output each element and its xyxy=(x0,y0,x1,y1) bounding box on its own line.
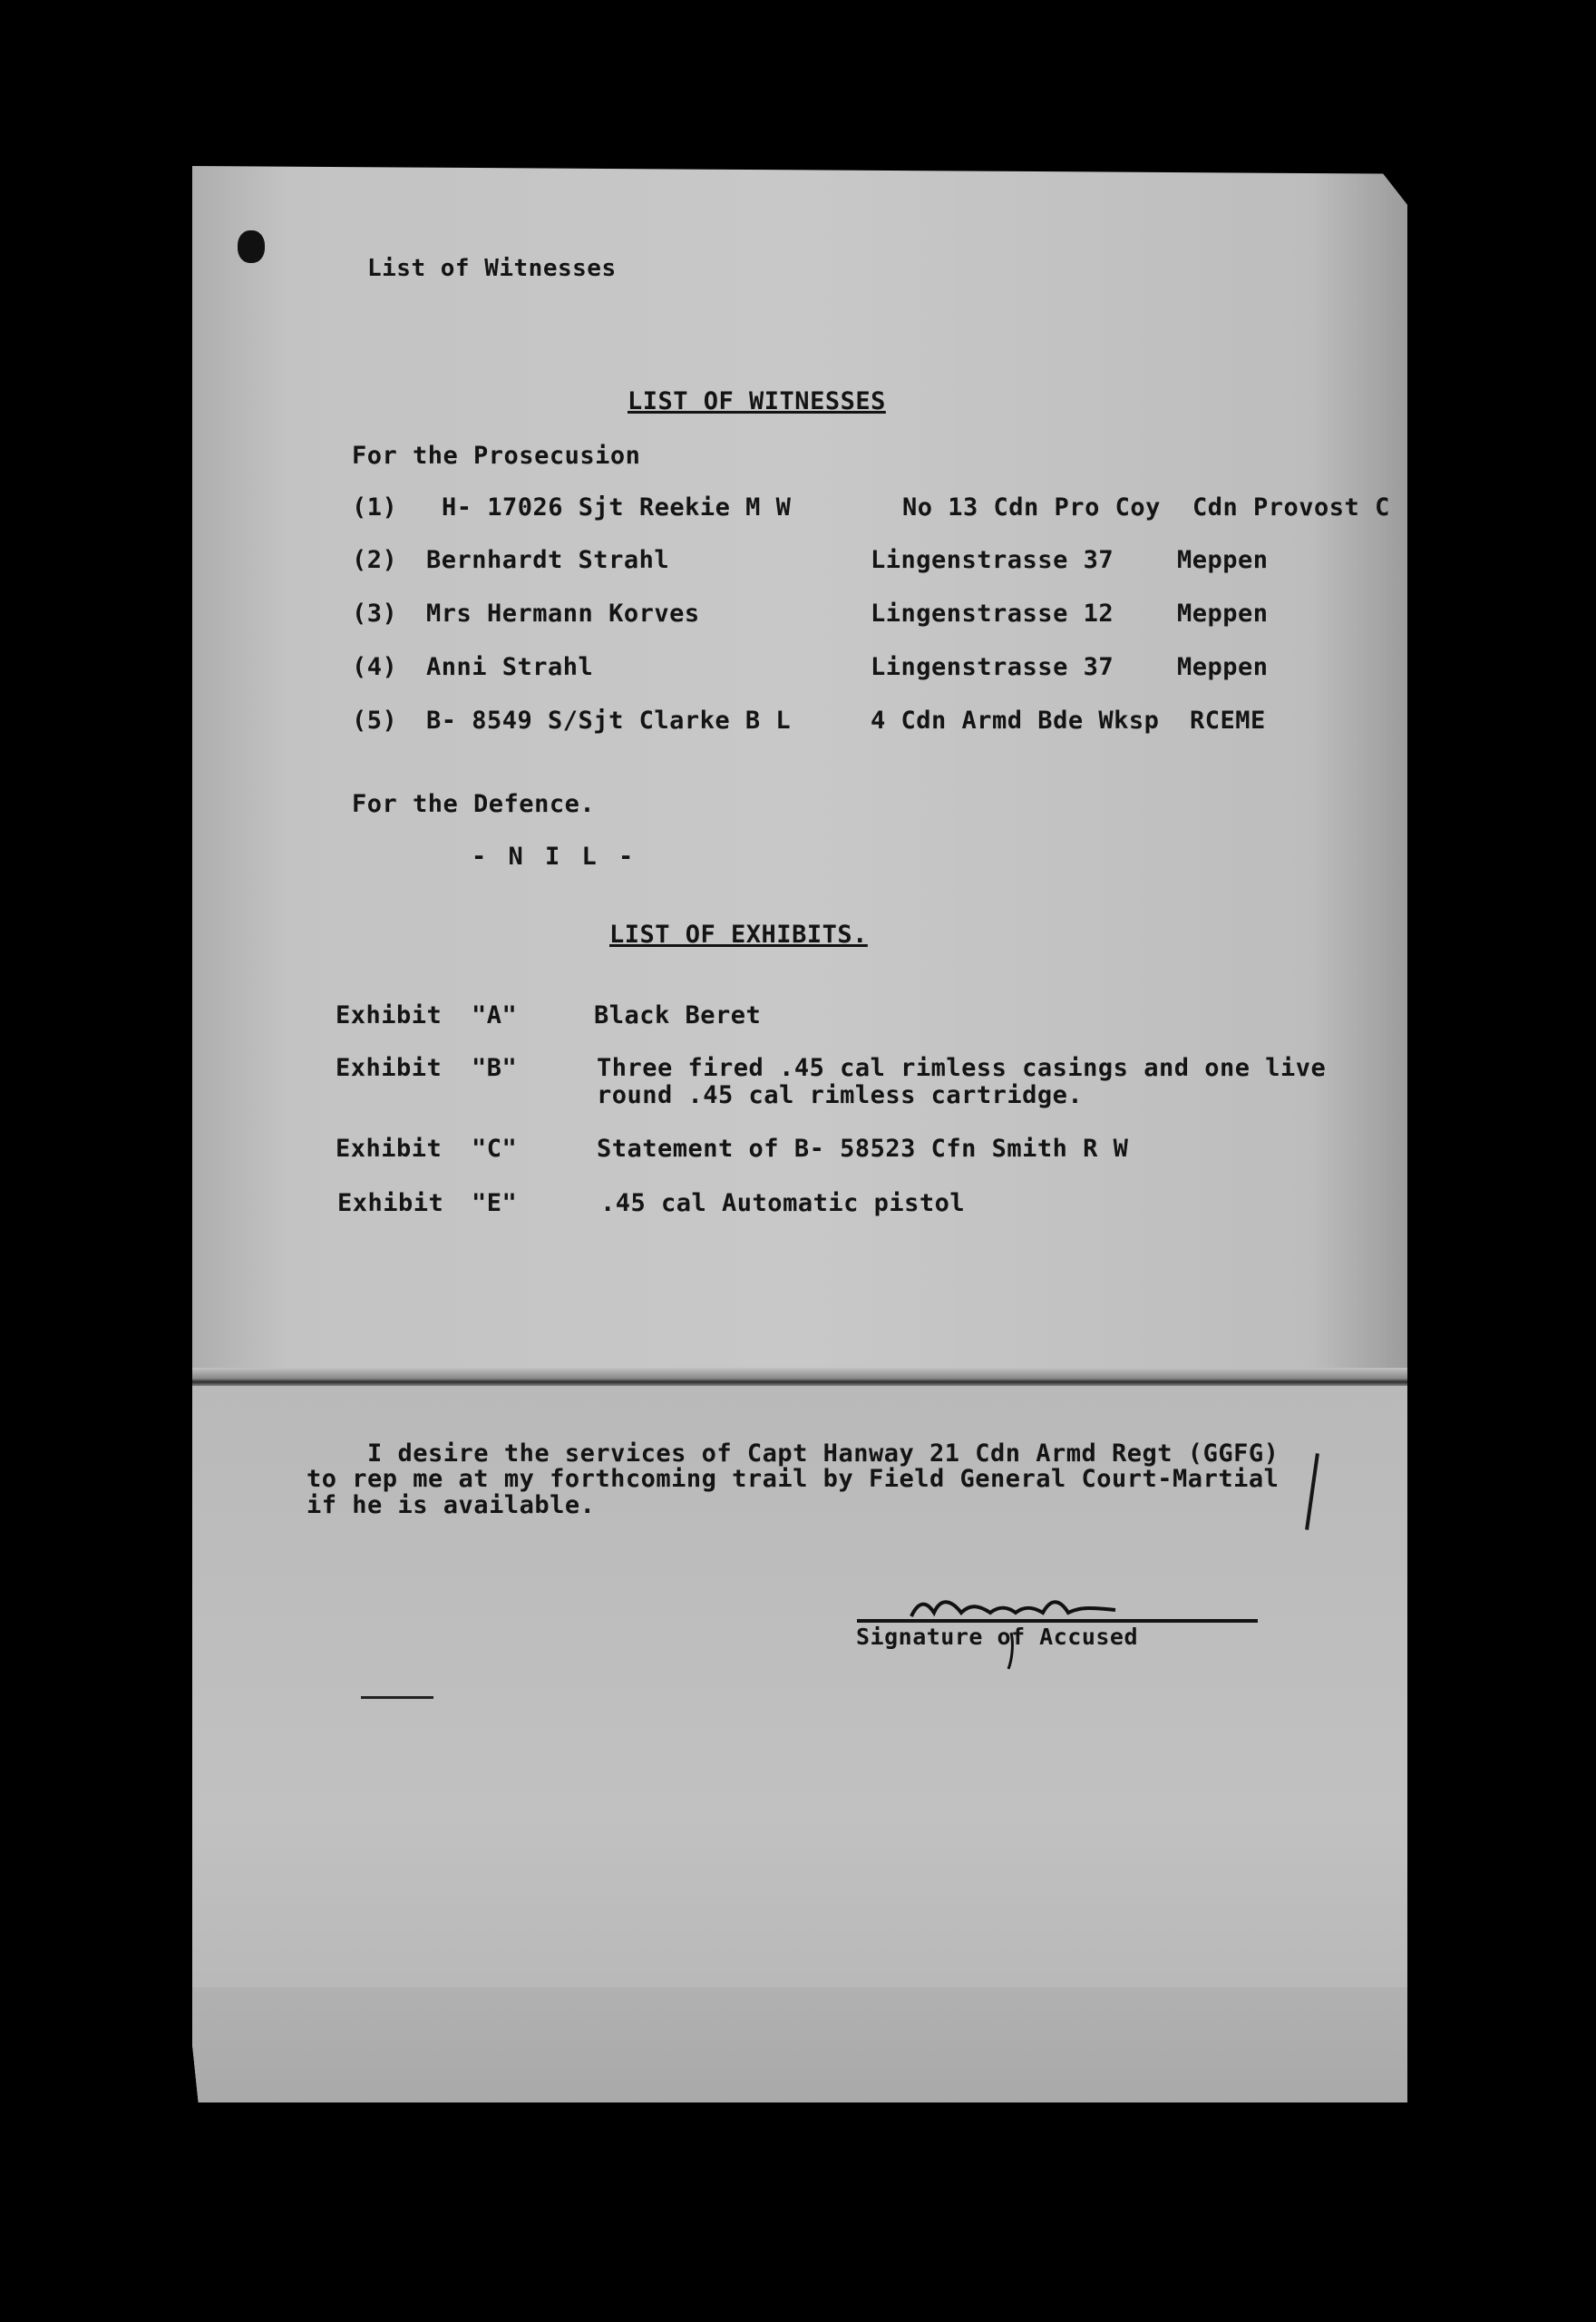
witness-2-name: Bernhardt Strahl xyxy=(426,546,670,574)
dash-mark xyxy=(361,1696,433,1699)
prosecution-label: For the Prosecusion xyxy=(352,442,641,470)
witness-4-name: Anni Strahl xyxy=(426,653,594,681)
witness-4-number: (4) xyxy=(352,653,398,681)
exhibit-b-description-line-2: round .45 cal rimless cartridge. xyxy=(597,1081,1084,1109)
exhibit-b-label: Exhibit xyxy=(336,1054,443,1082)
exhibit-b-letter: "B" xyxy=(472,1054,518,1082)
exhibit-e-letter: "E" xyxy=(472,1189,518,1217)
witness-4-town: Meppen xyxy=(1177,653,1269,681)
exhibit-e-label: Exhibit xyxy=(337,1189,444,1217)
exhibit-e-description: .45 cal Automatic pistol xyxy=(600,1189,966,1217)
witness-5-corps: RCEME xyxy=(1190,707,1266,735)
witness-4-address: Lingenstrasse 37 xyxy=(871,653,1114,681)
defence-label: For the Defence. xyxy=(352,790,596,818)
exhibit-a-label: Exhibit xyxy=(336,1001,443,1029)
exhibit-a-letter: "A" xyxy=(472,1001,518,1029)
witness-3-town: Meppen xyxy=(1177,600,1269,628)
witness-3-number: (3) xyxy=(352,600,398,628)
exhibit-list-title: LIST OF EXHIBITS. xyxy=(609,921,868,949)
witness-2-number: (2) xyxy=(352,546,398,574)
request-line-2: to rep me at my forthcoming trail by Field General Court-Martial xyxy=(307,1465,1280,1493)
witness-2-town: Meppen xyxy=(1177,546,1269,574)
witness-1-number: (1) xyxy=(352,493,398,522)
witness-1-name: H- 17026 Sjt Reekie M W xyxy=(442,493,792,522)
witness-3-address: Lingenstrasse 12 xyxy=(871,600,1114,628)
request-line-1: I desire the services of Capt Hanway 21 Cdn Armd Regt (GGFG) xyxy=(307,1439,1280,1468)
exhibit-c-label: Exhibit xyxy=(336,1135,443,1163)
witness-1-unit: No 13 Cdn Pro Coy xyxy=(902,493,1161,522)
exhibit-b-description-line-1: Three fired .45 cal rimless casings and one live xyxy=(597,1054,1327,1082)
signature-line xyxy=(857,1619,1258,1623)
witness-5-number: (5) xyxy=(352,707,398,735)
exhibit-a-description: Black Beret xyxy=(594,1001,762,1029)
witness-3-name: Mrs Hermann Korves xyxy=(426,600,700,628)
signature-caption: Signature of Accused xyxy=(856,1624,1139,1650)
witness-5-name: B- 8549 S/Sjt Clarke B L xyxy=(426,707,792,735)
header-label: List of Witnesses xyxy=(367,255,617,282)
witness-5-unit: 4 Cdn Armd Bde Wksp xyxy=(871,707,1160,735)
request-line-3: if he is available. xyxy=(307,1491,596,1519)
exhibit-c-letter: "C" xyxy=(472,1135,518,1163)
exhibit-c-description: Statement of B- 58523 Cfn Smith R W xyxy=(597,1135,1129,1163)
witness-1-corps: Cdn Provost C xyxy=(1192,493,1390,522)
witness-2-address: Lingenstrasse 37 xyxy=(871,546,1114,574)
witness-list-title: LIST OF WITNESSES xyxy=(628,387,886,415)
defence-nil: - N I L - xyxy=(472,843,637,871)
